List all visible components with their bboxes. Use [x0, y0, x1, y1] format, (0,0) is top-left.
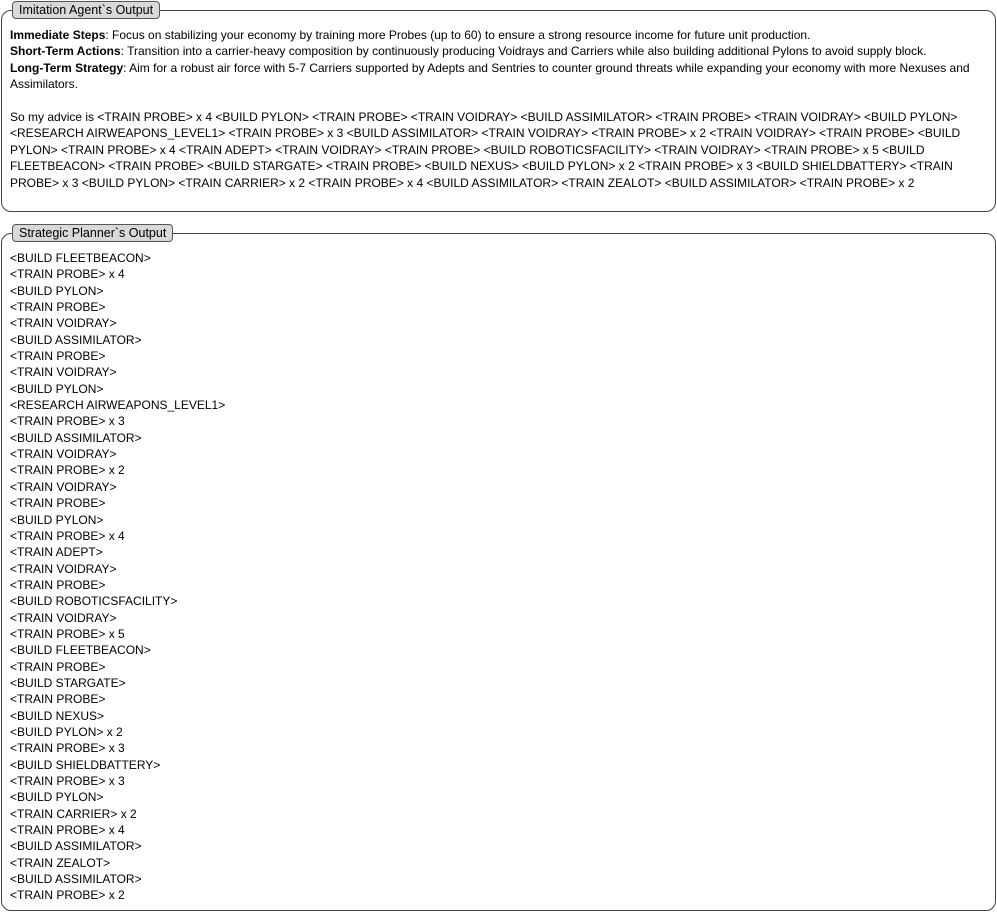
planner-line: <BUILD ASSIMILATOR> — [10, 872, 142, 887]
planner-line: <BUILD ASSIMILATOR> — [10, 332, 142, 347]
planner-line: <BUILD PYLON> — [10, 381, 104, 396]
planner-line: <BUILD SHIELDBATTERY> — [10, 757, 161, 772]
planner-line: <TRAIN PROBE> x 4 — [10, 267, 125, 282]
planner-line: <RESEARCH AIRWEAPONS_LEVEL1> — [10, 398, 226, 413]
planner-line: <TRAIN VOIDRAY> — [10, 479, 117, 494]
planner-line: <TRAIN PROBE> x 2 — [10, 888, 125, 903]
imitation-agent-title: Imitation Agent`s Output — [12, 1, 160, 19]
planner-line: <TRAIN VOIDRAY> — [10, 316, 117, 331]
planner-line: <BUILD FLEETBEACON> — [10, 643, 151, 658]
planner-line: <BUILD STARGATE> — [10, 675, 126, 690]
planner-line: <TRAIN PROBE> x 2 — [10, 463, 125, 478]
immediate-steps-text: : Focus on stabilizing your economy by training more Probes (up to 60) to ensure a strong resource income for future unit production. — [105, 28, 811, 42]
planner-line: <TRAIN VOIDRAY> — [10, 365, 117, 380]
planner-line: <TRAIN PROBE> — [10, 659, 106, 674]
strategic-planner-title: Strategic Planner`s Output — [12, 224, 173, 242]
planner-line: <TRAIN PROBE> x 3 — [10, 741, 125, 756]
planner-line: <TRAIN PROBE> — [10, 300, 106, 315]
planner-line: <TRAIN PROBE> — [10, 577, 106, 592]
planner-line: <TRAIN PROBE> x 3 — [10, 414, 125, 429]
planner-line: <TRAIN PROBE> x 5 — [10, 626, 125, 641]
planner-line: <TRAIN PROBE> x 4 — [10, 823, 125, 838]
planner-line: <BUILD ASSIMILATOR> — [10, 430, 142, 445]
planner-line: <BUILD PYLON> x 2 — [10, 724, 123, 739]
planner-line: <TRAIN ADEPT> — [10, 545, 103, 560]
planner-line: <BUILD PYLON> — [10, 283, 104, 298]
imitation-agent-body — [10, 27, 983, 191]
planner-line: <TRAIN PROBE> x 3 — [10, 774, 125, 788]
imitation-agent-panel — [1, 3, 996, 212]
planner-line: <TRAIN PROBE> — [10, 496, 106, 511]
planner-line: <TRAIN PROBE> — [10, 349, 106, 364]
advice-paragraph: So my advice is <TRAIN PROBE> x 4 <BUILD PYLON> <TRAIN PROBE> <TRAIN VOIDRAY> <BUILD ASSIMILATOR> <TRAIN PROBE> <TRAIN VOIDRAY> <BUILD PYLON> <RESEARCH AIRWEAPONS_LEVEL1> <TRAIN PROBE> x 3 <BUILD ASSIMILATOR> <TRAIN VOIDRAY> <TRAIN PROBE> x 2 <TRAIN VOIDRAY> <TRAIN PROBE> <BUILD PYLON> <TRAIN PROBE> x 4 <TRAIN ADEPT> <TRAIN VOIDRAY> <TRAIN PROBE> <BUILD ROBOTICSFACILITY> <TRAIN VOIDRAY> <TRAIN PROBE> x 5 <BUILD FLEETBEACON> <TRAIN PROBE> <BUILD STARGATE> <TRAIN PROBE> <BUILD NEXUS> <BUILD PYLON> x 2 <TRAIN PROBE> x 3 <BUILD SHIELDBATTERY> <TRAIN PROBE> x 3 <BUILD PYLON> <TRAIN CARRIER> x 2 <TRAIN PROBE> x 4 <BUILD ASSIMILATOR> <TRAIN ZEALOT> <BUILD ASSIMILATOR> <TRAIN PROBE> x 2 — [10, 110, 961, 190]
planner-line: <BUILD FLEETBEACON> — [10, 251, 151, 265]
short-term-actions-label: Short-Term Actions — [10, 44, 121, 59]
immediate-steps-label: Immediate Steps — [10, 28, 106, 42]
planner-line: <TRAIN VOIDRAY> — [10, 561, 117, 576]
planner-line: <TRAIN ZEALOT> — [10, 855, 111, 870]
strategic-planner-list — [10, 250, 983, 904]
strategic-planner-panel — [1, 226, 996, 911]
long-term-strategy-paragraph — [10, 60, 983, 93]
planner-line: <TRAIN PROBE> x 4 — [10, 528, 125, 543]
planner-line: <BUILD ROBOTICSFACILITY> — [10, 594, 178, 609]
planner-line: <BUILD NEXUS> — [10, 708, 105, 723]
short-term-actions-paragraph — [10, 43, 983, 59]
planner-line: <TRAIN VOIDRAY> — [10, 447, 117, 462]
paragraph-spacer — [10, 93, 983, 109]
planner-line: <TRAIN CARRIER> x 2 — [10, 806, 137, 821]
short-term-actions-text: : Transition into a carrier-heavy composition by continuously producing Voidrays and Carriers while also building additional Pylons to avoid supply block. — [120, 44, 927, 59]
immediate-steps-paragraph — [10, 27, 983, 43]
planner-line: <BUILD PYLON> — [10, 790, 104, 805]
long-term-strategy-text: : Aim for a robust air force with 5-7 Carriers supported by Adepts and Sentries to counter ground threats while expanding your economy with more Nexuses and Assimilators. — [10, 60, 970, 92]
long-term-strategy-label: Long-Term Strategy — [10, 60, 124, 75]
planner-line: <TRAIN PROBE> — [10, 692, 106, 707]
planner-line: <BUILD PYLON> — [10, 512, 104, 527]
planner-line: <BUILD ASSIMILATOR> — [10, 839, 142, 854]
planner-line: <TRAIN VOIDRAY> — [10, 610, 117, 625]
